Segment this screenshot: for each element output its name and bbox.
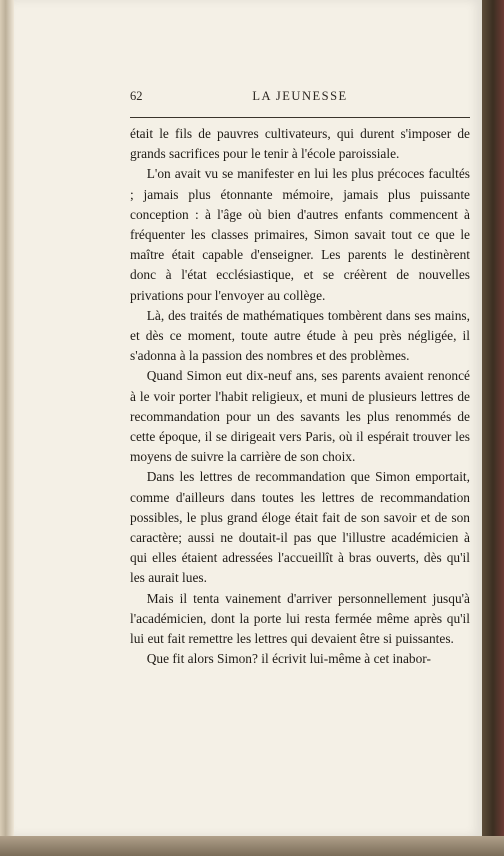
- book-edge-bottom: [0, 836, 504, 856]
- paragraph: Que fit alors Simon? il écrivit lui-même à cet inabor-: [146, 651, 431, 667]
- page-header: [130, 89, 470, 105]
- paragraph: Là, des traités de mathématiques tombèrent dans ses mains, et dès ce moment, toute autre étude à peu près négligée, il s'adonna à la passion des nombres et des problèmes.: [130, 307, 470, 364]
- book-edge-right: [482, 0, 504, 856]
- body-text: [130, 124, 470, 669]
- paragraph: Quand Simon eut dix-neuf ans, ses parents avaient renoncé à le voir porter l'habit religieux, et muni de plusieurs lettres de recommandation pour un des savants les plus renommés de cette époque, il se dirigeait vers Paris, où il espérait trouver les moyens de suivre la carrière de son choix.: [130, 368, 470, 465]
- paragraph: L'on avait vu se manifester en lui les plus précoces facultés ; jamais plus étonnante mémoire, jamais plus puissante conception : à l'âge où bien d'autres enfants commencent à fréquenter les classes primaires, Simon savait tout ce que le maître était capable d'enseigner. Les parents le destinèrent donc à l'état ecclésiastique, et se créèrent de nouvelles privations pour l'envoyer au collège.: [130, 166, 470, 303]
- paragraph: Mais il tenta vainement d'arriver personnellement jusqu'à l'académicien, dont la porte lui resta fermée même après qu'il lui eut fait remettre les lettres qui devaient être si puissantes.: [130, 590, 470, 647]
- book-binding-left: [0, 0, 14, 856]
- running-title: LA JEUNESSE: [252, 89, 348, 103]
- paragraph: Dans les lettres de recommandation que Simon emportait, comme d'ailleurs dans toutes les lettres de recommandation possibles, le plus grand éloge était fait de son savoir et de son caractère; aussi ne doutait-il pas que l'illustre académicien à qui elles étaient adressées l'accueillît à bras ouverts, dès qu'il les aurait lues.: [130, 469, 470, 586]
- page-number: 62: [130, 89, 143, 103]
- paragraph: était le fils de pauvres cultivateurs, qui durent s'imposer de grands sacrifices pour le tenir à l'école paroissiale.: [130, 126, 470, 162]
- header-rule: [130, 117, 470, 118]
